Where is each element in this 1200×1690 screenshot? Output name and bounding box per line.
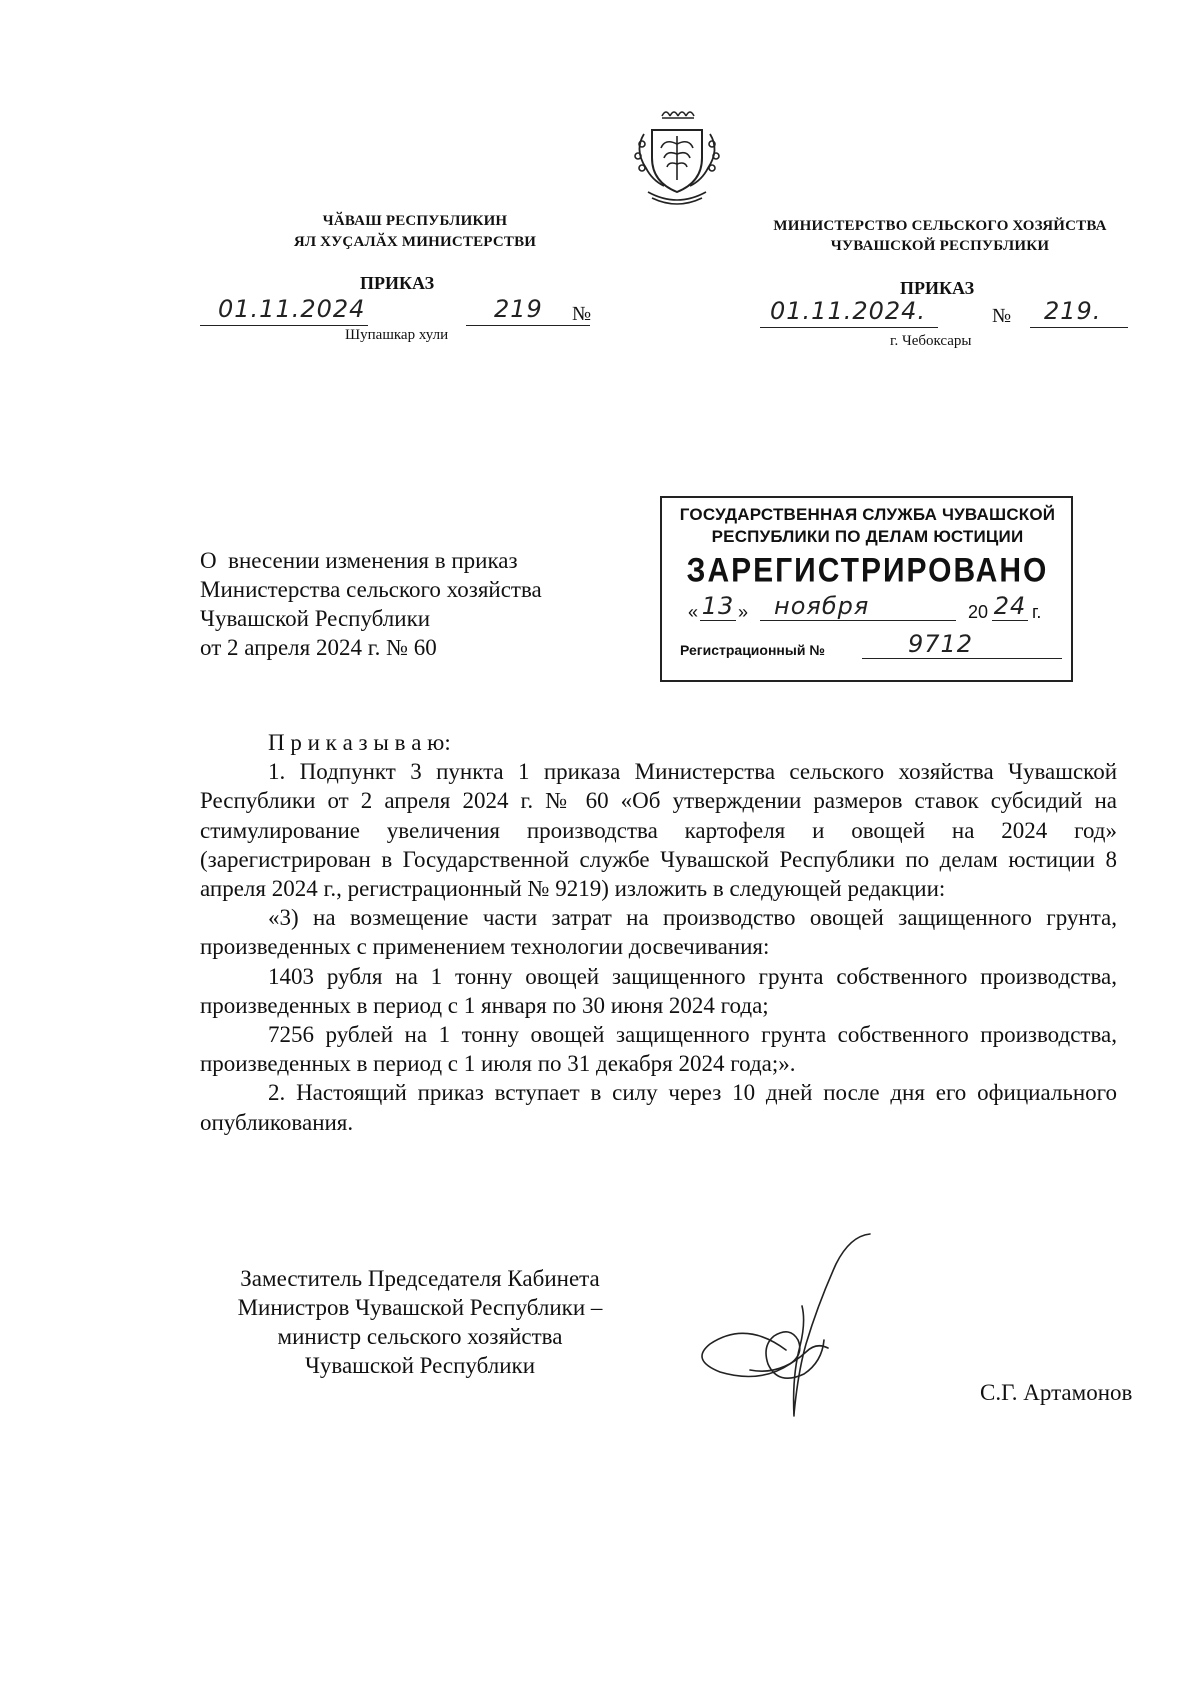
order-right-number: 219. [1030, 297, 1128, 328]
order-paragraph-5: 2. Настоящий приказ вступает в силу через 10 дней после дня его официального опубликования. [200, 1080, 1117, 1135]
stamp-line2: РЕСПУБЛИКИ ПО ДЕЛАМ ЮСТИЦИИ [711, 527, 1024, 546]
header-left-line2: ЯЛ ХУҪАЛӐХ МИНИСТЕРСТВИ [293, 234, 537, 250]
stamp-reg-label: Регистрационный № [680, 642, 825, 658]
coat-of-arms-emblem [624, 100, 730, 210]
signatory-line3: министр сельского хозяйства [277, 1324, 563, 1349]
order-right-city: г. Чебоксары [890, 333, 972, 349]
order-paragraph-2: «3) на возмещение части затрат на производство овощей защищенного грунта, произведенных с применением технологии досвечивания: [200, 905, 1117, 960]
header-right-line1: МИНИСТЕРСТВО СЕЛЬСКОГО ХОЗЯЙСТВА [773, 218, 1107, 234]
header-left-line1: ЧӐВАШ РЕСПУБЛИКИН [322, 213, 508, 229]
order-left-number-sign: № [572, 303, 592, 325]
stamp-line1: ГОСУДАРСТВЕННАЯ СЛУЖБА ЧУВАШСКОЙ [679, 505, 1056, 524]
stamp-year-suffix: 24 [993, 592, 1027, 620]
stamp-reg-number: 9712 [862, 630, 1062, 659]
order-right-title: ПРИКАЗ [900, 278, 975, 298]
order-right-number-sign: № [992, 305, 1012, 327]
order-left-number: 219 [466, 295, 590, 326]
signatory-line1: Заместитель Председателя Кабинета [240, 1266, 600, 1291]
subject-block [200, 546, 542, 662]
subject-line3: Чувашской Республики [200, 606, 431, 631]
subject-line2: Министерства сельского хозяйства [200, 577, 542, 602]
order-paragraph-4: 7256 рублей на 1 тонну овощей защищенного грунта собственного производства, произведенных в период с 1 июля по 31 декабря 2024 года;». [200, 1022, 1117, 1077]
order-body [200, 728, 1117, 1137]
subject-line4: от 2 апреля 2024 г. № 60 [200, 635, 437, 660]
stamp-quote-open: « [688, 602, 699, 622]
stamp-date-row [674, 592, 1061, 626]
signatory-line2: Министров Чувашской Республики – [237, 1295, 603, 1320]
order-paragraph-1: 1. Подпункт 3 пункта 1 приказа Министерства сельского хозяйства Чувашской Республики от 2 апреля 2024 г. № 60 «Об утверждении размеров ставок субсидий на стимулирование увеличения производства картофеля и овощей на 2024 год» (зарегистрирован в Государственной службе Чувашской Республики по делам юстиции 8 апреля 2024 г., регистрационный № 9219) изложить в следующей редакции: [200, 759, 1117, 902]
registration-stamp [660, 496, 1073, 682]
order-intro: П р и к а з ы в а ю: [268, 730, 451, 755]
order-right-date: 01.11.2024. [760, 297, 938, 328]
signatory-line4: Чувашской Республики [304, 1353, 536, 1378]
stamp-year-prefix: 20 [968, 602, 989, 622]
handwritten-signature [690, 1230, 890, 1420]
header-right-line2: ЧУВАШСКОЙ РЕСПУБЛИКИ [830, 238, 1050, 254]
order-left-title: ПРИКАЗ [360, 273, 435, 293]
signatory-position [190, 1264, 650, 1380]
order-left-city: Шупашкар хули [345, 327, 449, 343]
stamp-year-unit: г. [1032, 602, 1042, 622]
signatory-name: С.Г. Артамонов [980, 1380, 1133, 1405]
stamp-day: 13 [701, 592, 735, 620]
stamp-registered: ЗАРЕГИСТРИРОВАНО [686, 551, 1049, 590]
subject-line1: О внесении изменения в приказ [200, 548, 518, 573]
stamp-month: ноября [760, 592, 956, 621]
stamp-quote-close: » [738, 602, 749, 622]
stamp-reg-row [674, 630, 1061, 662]
order-left-date: 01.11.2024 [200, 295, 368, 326]
order-paragraph-3: 1403 рубля на 1 тонну овощей защищенного грунта собственного производства, произведенных в период с 1 января по 30 июня 2024 года; [200, 963, 1117, 1018]
